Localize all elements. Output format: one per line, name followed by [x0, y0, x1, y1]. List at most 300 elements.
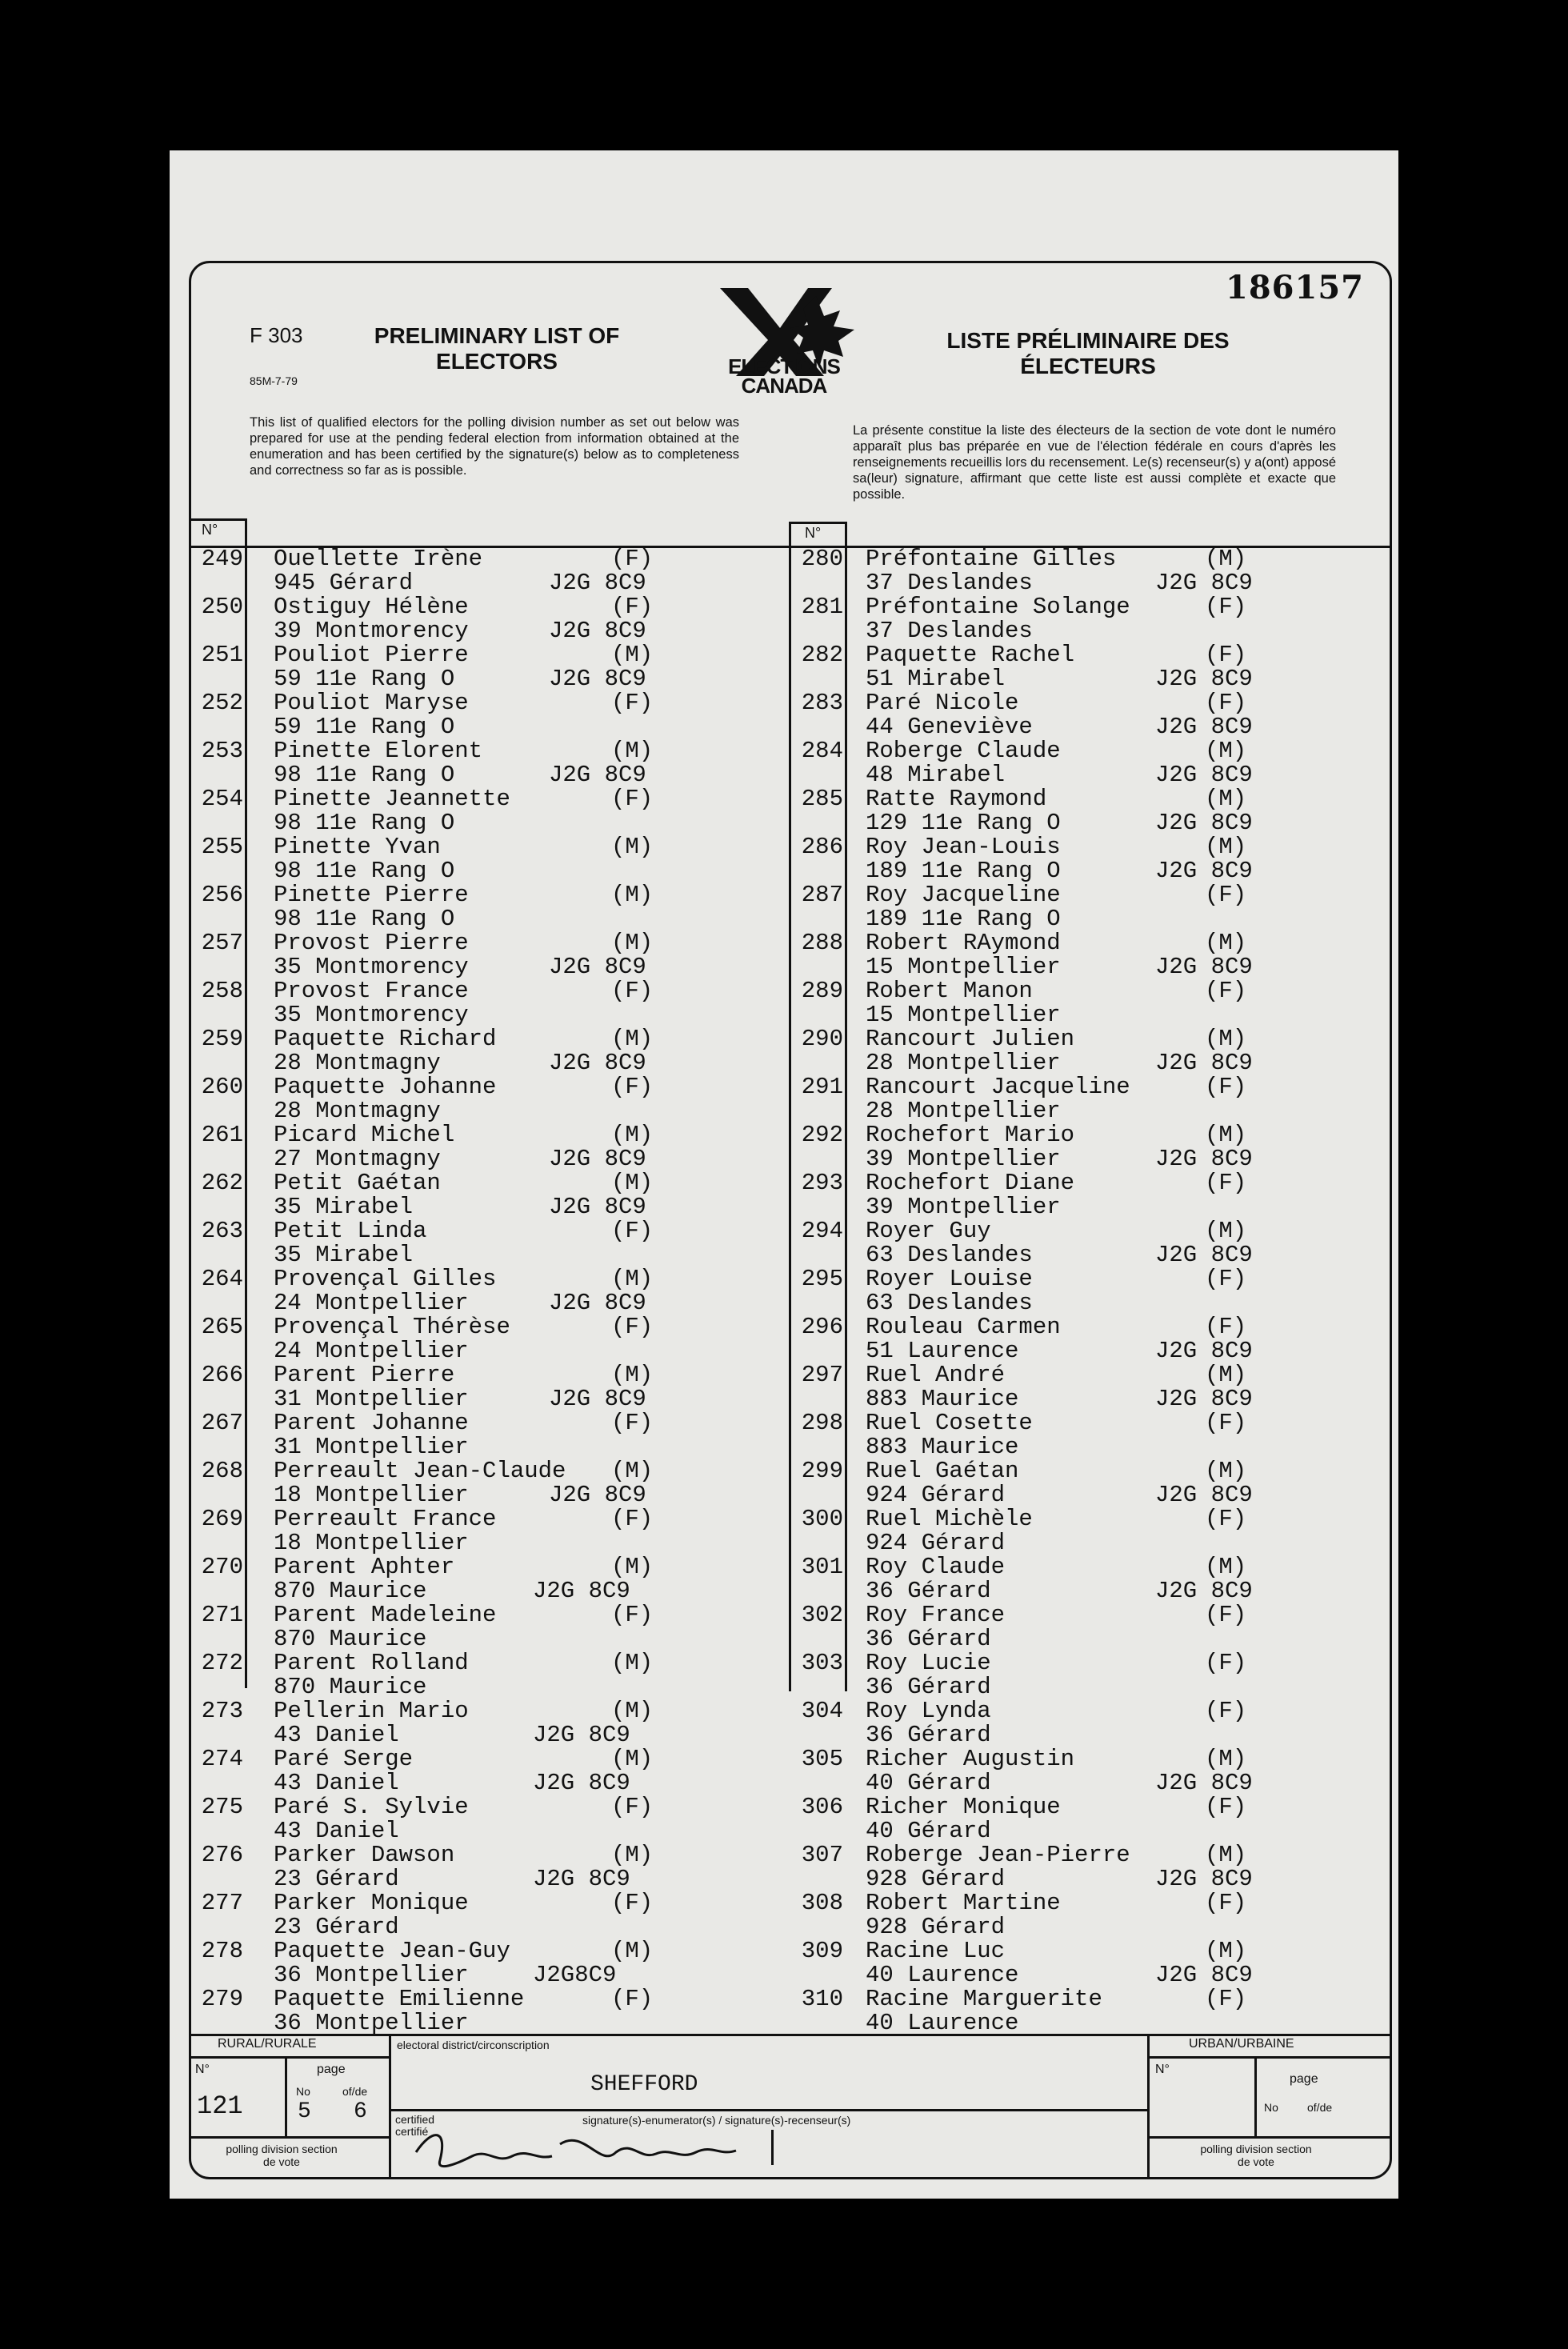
entry-address: 36 Gérard	[866, 1626, 991, 1652]
electoral-district: SHEFFORD	[590, 2072, 698, 2097]
entry-number: 255	[201, 834, 243, 860]
entry-number: 269	[201, 1506, 243, 1532]
entry-number: 259	[201, 1026, 243, 1052]
entry-name: Richer Augustin	[866, 1746, 1075, 1772]
entry-postal: J2G 8C9	[549, 1194, 646, 1220]
entry-sex: (F)	[1205, 1074, 1247, 1100]
list-item	[189, 643, 653, 691]
list-item	[789, 1507, 1269, 1555]
list-item	[189, 931, 653, 979]
entry-sex: (F)	[611, 690, 654, 716]
list-item	[189, 1603, 653, 1651]
entry-address: 59 11e Rang O	[274, 666, 455, 692]
list-item	[789, 1939, 1269, 1987]
entry-address: 870 Maurice	[274, 1578, 427, 1604]
entry-sex: (F)	[1205, 1794, 1247, 1820]
polling-division-number: 121	[197, 2091, 243, 2121]
entry-name: Provençal Thérèse	[274, 1314, 510, 1340]
entry-sex: (M)	[611, 1458, 654, 1484]
entry-name: Parent Rolland	[274, 1650, 469, 1676]
list-item	[189, 1075, 653, 1123]
entry-name: Pouliot Maryse	[274, 690, 469, 716]
polling-division-label: polling division section de vote	[226, 2143, 338, 2168]
entry-postal: J2G 8C9	[1155, 954, 1253, 980]
list-item	[189, 1651, 653, 1699]
entry-number: 249	[201, 546, 243, 572]
entry-address: 129 11e Rang O	[866, 810, 1061, 836]
entry-sex: (F)	[611, 1218, 654, 1244]
district-bottom-line	[389, 2109, 1147, 2111]
entry-sex: (F)	[611, 594, 654, 620]
entry-sex: (F)	[1205, 690, 1247, 716]
entry-number: 258	[201, 978, 243, 1004]
entry-sex: (F)	[611, 546, 654, 572]
list-item	[789, 1555, 1269, 1603]
entry-address: 23 Gérard	[274, 1914, 399, 1940]
entry-number: 272	[201, 1650, 243, 1676]
entry-sex: (M)	[1205, 1362, 1247, 1388]
entry-name: Pinette Elorent	[274, 738, 483, 764]
entry-sex: (F)	[1205, 882, 1247, 908]
entry-postal: J2G 8C9	[1155, 1962, 1253, 1988]
entry-address: 39 Montpellier	[866, 1194, 1061, 1220]
entry-address: 28 Montpellier	[866, 1098, 1061, 1124]
entry-postal: J2G 8C9	[549, 1290, 646, 1316]
entry-sex: (M)	[1205, 1554, 1247, 1580]
entry-number: 290	[801, 1026, 843, 1052]
entry-address: 51 Laurence	[866, 1338, 1019, 1364]
list-item	[189, 1795, 653, 1843]
entry-name: Rancourt Julien	[866, 1026, 1075, 1052]
entry-number: 280	[801, 546, 843, 572]
entry-address: 928 Gérard	[866, 1866, 1006, 1892]
title-english: PRELIMINARY LIST OF ELECTORS	[374, 323, 620, 374]
entry-address: 98 11e Rang O	[274, 858, 455, 884]
entry-address: 98 11e Rang O	[274, 810, 455, 836]
entry-sex: (F)	[611, 1794, 654, 1820]
entry-number: 307	[801, 1842, 843, 1868]
list-item	[189, 1027, 653, 1075]
entry-number: 283	[801, 690, 843, 716]
entry-sex: (F)	[1205, 594, 1247, 620]
right-no-header-box-top	[789, 522, 845, 524]
entry-number: 288	[801, 930, 843, 956]
entry-name: Roy Claude	[866, 1554, 1006, 1580]
entry-address: 28 Montmagny	[274, 1050, 441, 1076]
entry-address: 39 Montpellier	[866, 1146, 1061, 1172]
entry-address: 18 Montpellier	[274, 1530, 469, 1556]
list-item	[789, 835, 1269, 883]
entry-number: 271	[201, 1602, 243, 1628]
entry-sex: (M)	[611, 1170, 654, 1196]
entry-address: 51 Mirabel	[866, 666, 1006, 692]
left-no-header: N°	[202, 522, 218, 538]
entry-sex: (F)	[611, 786, 654, 812]
signature-label: signature(s)-enumerator(s) / signature(s)-recenseur(s)	[582, 2114, 851, 2127]
entry-number: 274	[201, 1746, 243, 1772]
entry-number: 303	[801, 1650, 843, 1676]
intro-english: This list of qualified electors for the polling division number as set out below was prepared for use at the pending federal election from information obtained at the enumeration and has been certified by the signature(s) below as to completeness and correctness so far as is possible.	[250, 415, 739, 478]
entry-name: Paquette Emilienne	[274, 1986, 525, 2012]
entry-name: Paquette Richard	[274, 1026, 497, 1052]
entry-name: Ruel André	[866, 1362, 1006, 1388]
entry-address: 35 Mirabel	[274, 1242, 414, 1268]
urban-no-small-label: No	[1264, 2101, 1278, 2114]
entry-postal: J2G 8C9	[549, 1050, 646, 1076]
entry-number: 298	[801, 1410, 843, 1436]
entry-sex: (M)	[611, 834, 654, 860]
entry-address: 43 Daniel	[274, 1770, 399, 1796]
right-entry-list	[789, 547, 1269, 2035]
rural-of-label: of/de	[342, 2085, 368, 2098]
list-item	[789, 691, 1269, 739]
entry-sex: (M)	[1205, 834, 1247, 860]
serial-number: 186157	[1226, 269, 1364, 306]
entry-postal: J2G 8C9	[533, 1722, 630, 1748]
entry-postal: J2G 8C9	[533, 1866, 630, 1892]
list-item	[189, 835, 653, 883]
entry-name: Rancourt Jacqueline	[866, 1074, 1130, 1100]
urban-page-divider	[1254, 2056, 1257, 2136]
district-label: electoral district/circonscription	[397, 2039, 550, 2051]
entry-number: 300	[801, 1506, 843, 1532]
entry-name: Ruel Michèle	[866, 1506, 1033, 1532]
entry-number: 262	[201, 1170, 243, 1196]
entry-sex: (F)	[1205, 978, 1247, 1004]
entry-name: Pinette Jeannette	[274, 786, 510, 812]
rural-page-label: page	[317, 2063, 346, 2076]
entry-address: 98 11e Rang O	[274, 762, 455, 788]
entry-sex: (F)	[611, 1074, 654, 1100]
entry-postal: J2G 8C9	[549, 1482, 646, 1508]
entry-address: 39 Montmorency	[274, 618, 469, 644]
entry-sex: (F)	[1205, 1506, 1247, 1532]
form-number: F 303	[250, 323, 303, 347]
list-item	[189, 1123, 653, 1171]
signature-divider	[771, 2130, 774, 2165]
certified-label: certified certifié	[395, 2113, 435, 2138]
entry-sex: (M)	[611, 642, 654, 668]
entry-sex: (M)	[1205, 1746, 1247, 1772]
entry-name: Ratte Raymond	[866, 786, 1047, 812]
entry-name: Roberge Claude	[866, 738, 1061, 764]
entry-address: 40 Gérard	[866, 1770, 991, 1796]
list-item	[789, 1123, 1269, 1171]
entry-address: 870 Maurice	[274, 1674, 427, 1700]
entry-address: 36 Gérard	[866, 1674, 991, 1700]
rural-box-right	[389, 2034, 391, 2179]
list-item	[189, 787, 653, 835]
entry-address: 945 Gérard	[274, 570, 414, 596]
entry-name: Parker Monique	[274, 1890, 469, 1916]
entry-address: 36 Montpellier	[274, 1962, 469, 1988]
list-item	[789, 1315, 1269, 1363]
entry-sex: (M)	[1205, 546, 1247, 572]
entry-address: 928 Gérard	[866, 1914, 1006, 1940]
entry-sex: (F)	[1205, 642, 1247, 668]
entry-number: 268	[201, 1458, 243, 1484]
rural-bottom-line	[189, 2136, 389, 2139]
entry-address: 28 Montmagny	[274, 1098, 441, 1124]
entry-number: 286	[801, 834, 843, 860]
footer-line	[189, 2034, 1392, 2036]
list-item	[789, 1651, 1269, 1699]
list-item	[789, 787, 1269, 835]
entry-address: 98 11e Rang O	[274, 906, 455, 932]
entry-sex: (F)	[1205, 1314, 1247, 1340]
entry-name: Paré S. Sylvie	[274, 1794, 469, 1820]
entry-postal: J2G 8C9	[549, 1146, 646, 1172]
entry-sex: (M)	[1205, 1938, 1247, 1964]
rural-no-small-label: No	[296, 2085, 310, 2098]
entry-name: Préfontaine Gilles	[866, 546, 1117, 572]
entry-number: 278	[201, 1938, 243, 1964]
entry-postal: J2G 8C9	[1155, 858, 1253, 884]
entry-sex: (M)	[611, 738, 654, 764]
entry-sex: (F)	[611, 978, 654, 1004]
list-item	[189, 595, 653, 643]
entry-number: 277	[201, 1890, 243, 1916]
page-total: 6	[354, 2099, 367, 2124]
entry-sex: (M)	[611, 1026, 654, 1052]
list-item	[789, 1027, 1269, 1075]
entry-sex: (M)	[611, 882, 654, 908]
entry-postal: J2G 8C9	[1155, 1482, 1253, 1508]
entry-sex: (M)	[611, 930, 654, 956]
entry-address: 189 11e Rang O	[866, 906, 1061, 932]
entry-address: 24 Montpellier	[274, 1290, 469, 1316]
entry-sex: (M)	[611, 1650, 654, 1676]
entry-name: Racine Luc	[866, 1938, 1006, 1964]
entry-sex: (M)	[611, 1266, 654, 1292]
entry-name: Paré Serge	[274, 1746, 414, 1772]
entry-number: 310	[801, 1986, 843, 2012]
entry-sex: (M)	[1205, 930, 1247, 956]
entry-address: 59 11e Rang O	[274, 714, 455, 740]
entry-name: Paquette Johanne	[274, 1074, 497, 1100]
entry-address: 15 Montpellier	[866, 1002, 1061, 1028]
entry-address: 870 Maurice	[274, 1626, 427, 1652]
list-item	[789, 1795, 1269, 1843]
entry-number: 299	[801, 1458, 843, 1484]
entry-name: Pinette Yvan	[274, 834, 441, 860]
entry-name: Parent Aphter	[274, 1554, 455, 1580]
entry-number: 261	[201, 1122, 243, 1148]
entry-number: 275	[201, 1794, 243, 1820]
entry-number: 284	[801, 738, 843, 764]
entry-sex: (F)	[1205, 1698, 1247, 1724]
list-item	[789, 739, 1269, 787]
entry-number: 252	[201, 690, 243, 716]
entry-name: Parent Madeleine	[274, 1602, 497, 1628]
right-no-header: N°	[805, 525, 822, 541]
list-item	[189, 1699, 653, 1747]
entry-address: 24 Montpellier	[274, 1338, 469, 1364]
title-french: LISTE PRÉLIMINAIRE DES ÉLECTEURS	[946, 328, 1230, 378]
entry-number: 267	[201, 1410, 243, 1436]
entry-sex: (M)	[611, 1698, 654, 1724]
entry-name: Parent Pierre	[274, 1362, 455, 1388]
rural-no-label: N°	[195, 2063, 210, 2076]
entry-name: Roy Lucie	[866, 1650, 991, 1676]
entry-name: Royer Louise	[866, 1266, 1033, 1292]
entry-name: Provençal Gilles	[274, 1266, 497, 1292]
entry-postal: J2G 8C9	[549, 762, 646, 788]
entry-address: 40 Gérard	[866, 1818, 991, 1844]
entry-address: 924 Gérard	[866, 1530, 1006, 1556]
entry-postal: J2G 8C9	[1155, 1578, 1253, 1604]
intro-french: La présente constitue la liste des électeurs de la section de vote dont le numéro apparaît plus bas préparée en vue de l'élection fédérale en cours d'après les renseignements recueillis lors du recensement. Le(s) recenseur(s) y a(ont) apposé sa(leur) signature, affirmant que cette liste est aussi complète et exacte que possible.	[853, 423, 1336, 502]
entry-address: 35 Mirabel	[274, 1194, 414, 1220]
form-code: 85M-7-79	[250, 374, 298, 387]
entry-number: 289	[801, 978, 843, 1004]
entry-name: Ostiguy Hélène	[274, 594, 469, 620]
entry-number: 308	[801, 1890, 843, 1916]
entry-number: 260	[201, 1074, 243, 1100]
entry-postal: J2G 8C9	[1155, 1770, 1253, 1796]
entry-postal: J2G 8C9	[1155, 762, 1253, 788]
list-item	[189, 1315, 653, 1363]
entry-name: Ruel Gaétan	[866, 1458, 1019, 1484]
urban-bottom-line	[1147, 2136, 1392, 2139]
entry-address: 40 Laurence	[866, 1962, 1019, 1988]
entry-sex: (M)	[611, 1842, 654, 1868]
entry-address: 35 Montmorency	[274, 954, 469, 980]
entry-sex: (M)	[1205, 1842, 1247, 1868]
entry-postal: J2G 8C9	[1155, 1242, 1253, 1268]
list-item	[189, 1747, 653, 1795]
list-item	[189, 1891, 653, 1939]
list-item	[789, 979, 1269, 1027]
entry-number: 266	[201, 1362, 243, 1388]
entry-sex: (M)	[1205, 1458, 1247, 1484]
entry-address: 40 Laurence	[866, 2010, 1019, 2036]
list-item	[189, 1411, 653, 1459]
list-item	[189, 883, 653, 931]
entry-name: Petit Gaétan	[274, 1170, 441, 1196]
list-item	[189, 1219, 653, 1267]
entry-sex: (M)	[1205, 1026, 1247, 1052]
entry-address: 31 Montpellier	[274, 1386, 469, 1412]
entry-address: 189 11e Rang O	[866, 858, 1061, 884]
list-item	[789, 1075, 1269, 1123]
entry-postal: J2G 8C9	[1155, 1146, 1253, 1172]
entry-postal: J2G 8C9	[549, 666, 646, 692]
entry-sex: (F)	[1205, 1986, 1247, 2012]
entry-number: 304	[801, 1698, 843, 1724]
entry-sex: (F)	[1205, 1266, 1247, 1292]
list-item	[789, 1459, 1269, 1507]
urban-label: URBAN/URBAINE	[1189, 2037, 1294, 2051]
entry-name: Rouleau Carmen	[866, 1314, 1061, 1340]
entry-postal: J2G 8C9	[1155, 1050, 1253, 1076]
list-item	[189, 547, 653, 595]
entry-address: 35 Montmorency	[274, 1002, 469, 1028]
entry-number: 295	[801, 1266, 843, 1292]
entry-name: Paré Nicole	[866, 690, 1019, 716]
entry-address: 15 Montpellier	[866, 954, 1061, 980]
enumerator-signature-icon	[400, 2120, 744, 2176]
entry-sex: (F)	[1205, 1410, 1247, 1436]
entry-number: 282	[801, 642, 843, 668]
entry-postal: J2G 8C9	[549, 954, 646, 980]
entry-address: 37 Deslandes	[866, 618, 1033, 644]
entry-address: 63 Deslandes	[866, 1290, 1033, 1316]
list-item	[789, 1843, 1269, 1891]
entry-address: 36 Gérard	[866, 1722, 991, 1748]
entry-number: 309	[801, 1938, 843, 1964]
list-item	[189, 691, 653, 739]
entry-sex: (F)	[611, 1890, 654, 1916]
left-entry-list	[189, 547, 653, 2035]
list-item	[789, 595, 1269, 643]
page-number: 5	[298, 2099, 311, 2124]
list-item	[789, 1747, 1269, 1795]
logo-text: ELECTIONS CANADA	[728, 354, 840, 398]
list-item	[789, 1267, 1269, 1315]
entry-name: Robert RAymond	[866, 930, 1061, 956]
entry-number: 276	[201, 1842, 243, 1868]
entry-name: Petit Linda	[274, 1218, 427, 1244]
entry-number: 257	[201, 930, 243, 956]
entry-sex: (F)	[611, 1314, 654, 1340]
urban-no-label: N°	[1155, 2063, 1170, 2076]
rural-label: RURAL/RURALE	[218, 2037, 317, 2051]
entry-postal: J2G8C9	[533, 1962, 617, 1988]
entry-number: 296	[801, 1314, 843, 1340]
list-item	[189, 1267, 653, 1315]
entry-number: 301	[801, 1554, 843, 1580]
entry-sex: (F)	[1205, 1650, 1247, 1676]
list-item	[189, 1843, 653, 1891]
entry-number: 251	[201, 642, 243, 668]
entry-postal: J2G 8C9	[533, 1770, 630, 1796]
rural-page-divider	[285, 2056, 287, 2136]
entry-number: 250	[201, 594, 243, 620]
entry-name: Perreault Jean-Claude	[274, 1458, 566, 1484]
list-item	[189, 1459, 653, 1507]
list-item	[789, 1987, 1269, 2035]
list-item	[789, 1603, 1269, 1651]
list-item	[189, 979, 653, 1027]
list-item	[189, 1987, 653, 2035]
entry-number: 302	[801, 1602, 843, 1628]
entry-sex: (F)	[611, 1410, 654, 1436]
entry-postal: J2G 8C9	[549, 618, 646, 644]
entry-number: 293	[801, 1170, 843, 1196]
entry-sex: (M)	[611, 1362, 654, 1388]
entry-postal: J2G 8C9	[1155, 570, 1253, 596]
left-no-header-box-top	[189, 518, 245, 521]
rural-header-line	[189, 2056, 389, 2059]
entry-address: 43 Daniel	[274, 1722, 399, 1748]
entry-number: 263	[201, 1218, 243, 1244]
entry-number: 305	[801, 1746, 843, 1772]
entry-sex: (M)	[1205, 738, 1247, 764]
entry-address: 28 Montpellier	[866, 1050, 1061, 1076]
entry-name: Picard Michel	[274, 1122, 455, 1148]
entry-number: 254	[201, 786, 243, 812]
list-item	[189, 1939, 653, 1987]
entry-postal: J2G 8C9	[1155, 810, 1253, 836]
entry-name: Pouliot Pierre	[274, 642, 469, 668]
entry-name: Robert Manon	[866, 978, 1033, 1004]
entry-address: 36 Gérard	[866, 1578, 991, 1604]
entry-postal: J2G 8C9	[1155, 1866, 1253, 1892]
entry-address: 883 Maurice	[866, 1434, 1019, 1460]
entry-postal: J2G 8C9	[1155, 714, 1253, 740]
entry-sex: (M)	[1205, 786, 1247, 812]
